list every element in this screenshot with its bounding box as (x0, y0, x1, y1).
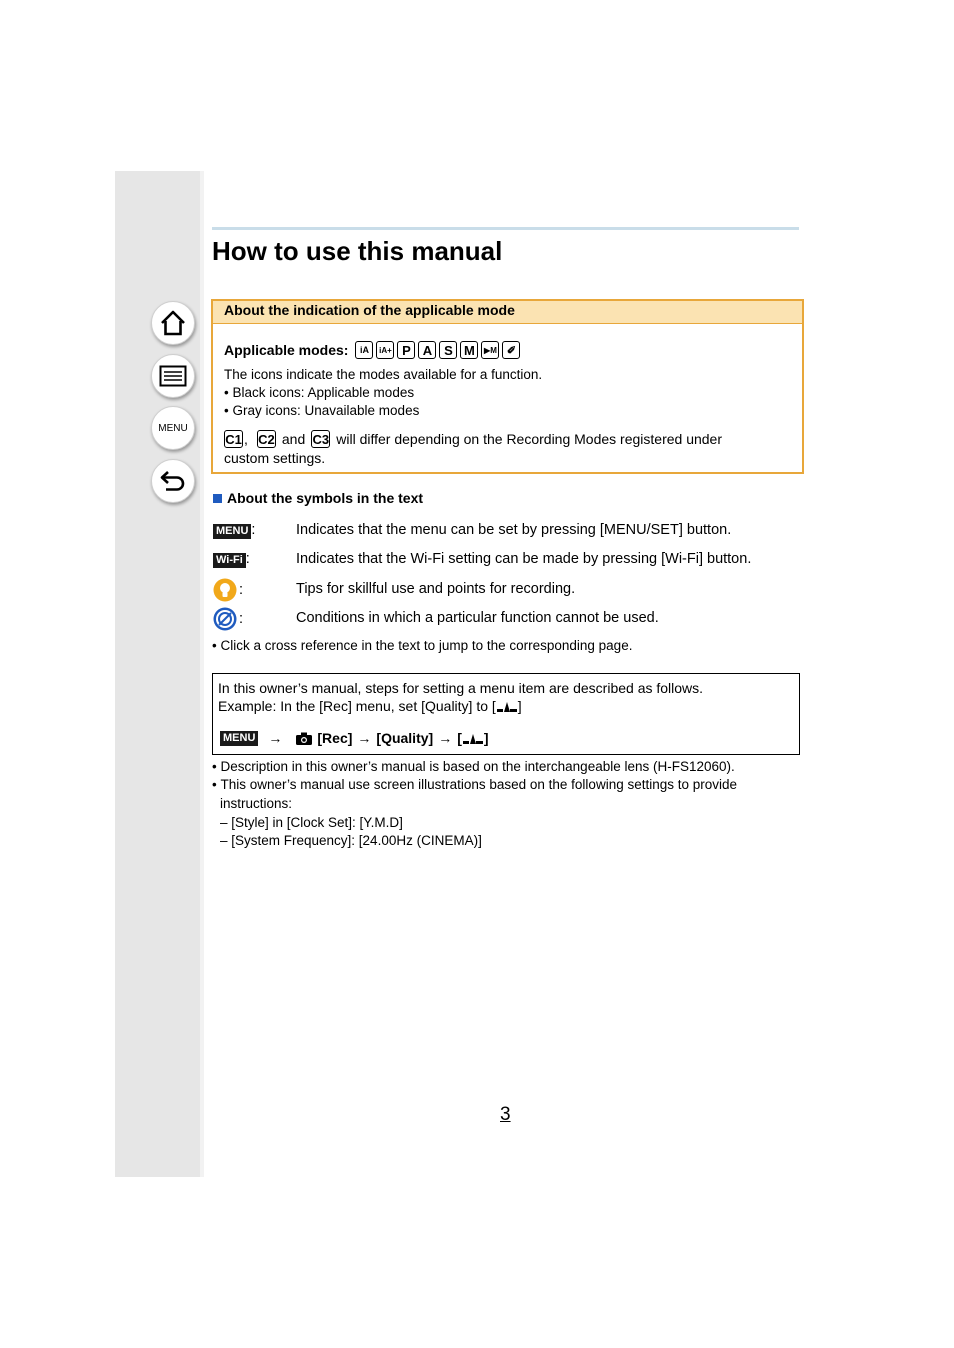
back-arrow-icon (159, 468, 187, 494)
black-icons-note: • Black icons: Applicable modes (224, 385, 415, 400)
not-available-icon (213, 607, 237, 631)
symbols-heading (213, 490, 423, 506)
symbol-no-desc: Conditions in which a particular function cannot be used. (296, 610, 659, 626)
arrow-2: → (357, 730, 372, 746)
note-lens-text: Description in this owner’s manual is based on the interchangeable lens (H-FS12060). (220, 759, 735, 774)
quality-text: [Quality] (376, 730, 434, 746)
symbol-row-wifi: Wi-Fi : (213, 551, 250, 568)
contents-list-icon (159, 365, 187, 387)
symbol-tips-desc: Tips for skillful use and points for recording. (296, 581, 576, 597)
applicable-mode-box (211, 299, 804, 474)
wifi-tag-icon: Wi-Fi (213, 553, 246, 568)
menu-button-label: MENU (158, 422, 188, 434)
symbols-heading-text: About the symbols in the text (227, 490, 424, 506)
example-line2-end: ] (517, 698, 522, 714)
example-path (220, 730, 489, 746)
open-bracket: [ (457, 730, 462, 746)
symbol-row-menu: MENU : (213, 522, 255, 539)
note-lens: • Description in this owner’s manual is based on the interchangeable lens (H-FS12060). (212, 759, 735, 774)
example-line1: In this owner’s manual, steps for setting a menu item are described as follows. (218, 680, 704, 696)
home-icon (159, 309, 187, 337)
mode-movie-m-icon: ▶M (481, 341, 499, 359)
custom-note-2: custom settings. (224, 450, 326, 466)
symbol-row-tips: : (213, 578, 243, 602)
mode-s-icon: S (439, 341, 457, 359)
symbol-row-not-available: : (213, 607, 243, 631)
close-bracket: ] (483, 730, 489, 746)
example-line2 (218, 698, 522, 714)
example-line2-text: Example: In the [Rec] menu, set [Quality] to [ (218, 698, 496, 714)
note-clock-set: – [Style] in [Clock Set]: [Y.M.D] (220, 815, 403, 830)
back-button[interactable] (151, 459, 195, 503)
example-menu-tag-icon: MENU (220, 731, 258, 746)
rec-text: [Rec] (317, 730, 353, 746)
mode-m-icon: M (460, 341, 478, 359)
quality-raw-icon-2 (463, 731, 483, 745)
example-box (212, 673, 800, 755)
page-title: How to use this manual (212, 236, 503, 266)
home-button[interactable] (151, 301, 195, 345)
gray-icons-text: Gray icons: Unavailable modes (232, 403, 420, 418)
and-text: and (281, 431, 306, 447)
page-number: 3 (500, 1104, 511, 1125)
cross-ref-note: • Click a cross reference in the text to jump to the corresponding page. (212, 638, 633, 653)
section-square-icon (213, 494, 222, 503)
black-icons-text: Black icons: Applicable modes (232, 385, 415, 400)
mode-creative-icon: ✐ (502, 341, 520, 359)
c1-icon: C1 (225, 431, 242, 447)
note-system-frequency: – [System Frequency]: [24.00Hz (CINEMA)] (220, 833, 482, 848)
gray-icons-note: • Gray icons: Unavailable modes (224, 403, 420, 418)
mode-desc: The icons indicate the modes available for a function. (224, 367, 543, 382)
symbol-menu-desc: Indicates that the menu can be set by pressing [MENU/SET] button. (296, 522, 732, 538)
mode-box-header: About the indication of the applicable mode (213, 301, 802, 324)
note-screen: • This owner’s manual use screen illustrations based on the following settings to provide (212, 777, 738, 792)
symbol-wifi-desc: Indicates that the Wi-Fi setting can be made by pressing [Wi-Fi] button. (296, 551, 752, 567)
tips-lightbulb-icon (213, 578, 237, 602)
arrow-1: → (268, 730, 283, 746)
mode-ia-plus-icon: iA+ (376, 341, 394, 359)
custom-modes-row: C1 , C2 and C3 will differ depending on the Recording Modes registered under (225, 431, 723, 447)
cross-ref-text: Click a cross reference in the text to jump to the corresponding page. (220, 638, 633, 653)
quality-raw-icon (497, 699, 517, 713)
camera-icon (296, 732, 312, 745)
mode-a-icon: A (418, 341, 436, 359)
title-rule (212, 227, 799, 230)
custom-note-1: will differ depending on the Recording Modes registered under (336, 431, 723, 447)
arrow-3: → (438, 730, 453, 746)
sidebar-edge (200, 171, 204, 1177)
menu-button[interactable] (151, 406, 195, 450)
mode-ia-icon: iA (355, 341, 373, 359)
mode-p-icon: P (397, 341, 415, 359)
note-screen-text: This owner’s manual use screen illustrations based on the following settings to provide (220, 777, 738, 792)
c2-icon: C2 (258, 431, 275, 447)
contents-button[interactable] (151, 354, 195, 398)
applicable-modes-label: Applicable modes: (224, 342, 349, 358)
c3-icon: C3 (312, 431, 330, 447)
applicable-modes-row (224, 341, 523, 359)
note-screen-cont: instructions: (220, 796, 293, 811)
menu-tag-icon: MENU (213, 524, 251, 539)
